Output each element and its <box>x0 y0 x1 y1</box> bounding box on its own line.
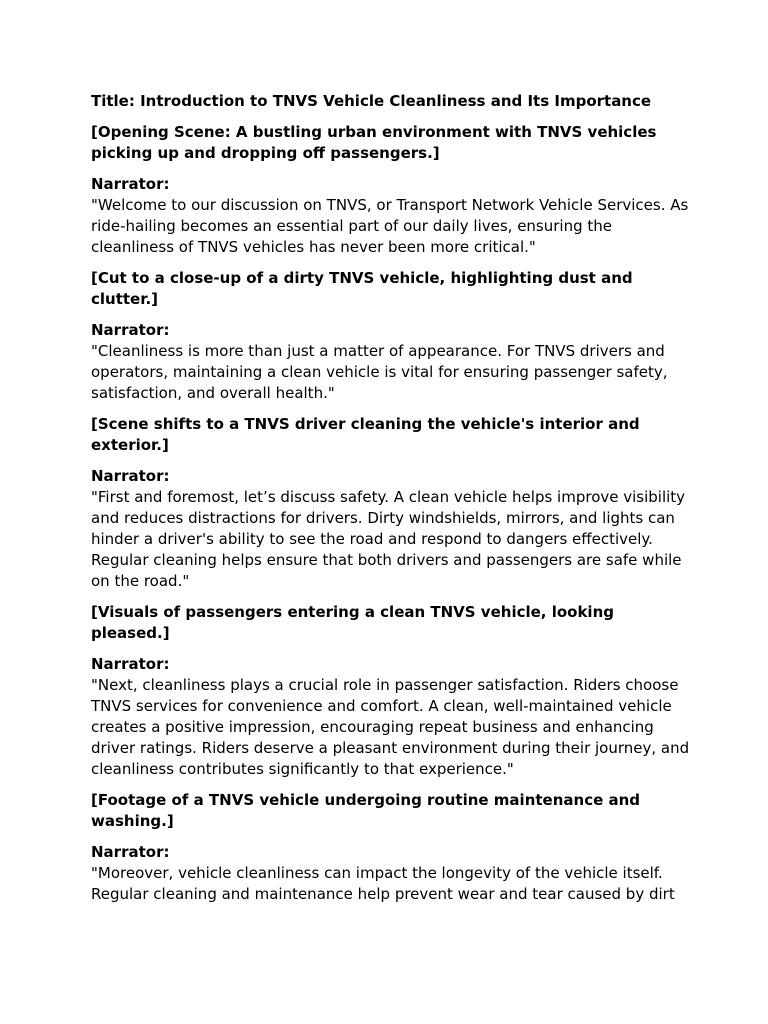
document-page <box>91 91 691 915</box>
scene-text: [Scene shifts to a TNVS driver cleaning the vehicle's interior and exterior.] <box>91 415 640 454</box>
scene-direction <box>91 602 691 644</box>
speaker-label: Narrator: <box>91 467 170 485</box>
speaker-label: Narrator: <box>91 843 170 861</box>
speaker-label: Narrator: <box>91 321 170 339</box>
dialogue-text: "Welcome to our discussion on TNVS, or Transport Network Vehicle Services. As ride-hailing becomes an essential part of our daily lives, ensuring the cleanliness of TNVS vehicles has never been more critical." <box>91 196 689 256</box>
scene-direction <box>91 790 691 832</box>
dialogue-text: "Next, cleanliness plays a crucial role in passenger satisfaction. Riders choose TNVS services for convenience and comfort. A clean, well-maintained vehicle creates a positive impression, encouraging repeat business and enhancing driver ratings. Riders deserve a pleasant environment during their journey, and cleanliness contributes significantly to that experience." <box>91 676 690 778</box>
dialogue-block <box>91 654 691 780</box>
speaker-label: Narrator: <box>91 175 170 193</box>
scene-text: [Opening Scene: A bustling urban environment with TNVS vehicles picking up and dropping off passengers.] <box>91 123 657 162</box>
scene-text: [Footage of a TNVS vehicle undergoing routine maintenance and washing.] <box>91 791 641 830</box>
scene-direction <box>91 268 691 310</box>
scene-text: [Cut to a close-up of a dirty TNVS vehicle, highlighting dust and clutter.] <box>91 269 633 308</box>
dialogue-text: "Cleanliness is more than just a matter of appearance. For TNVS drivers and operators, maintaining a clean vehicle is vital for ensuring passenger safety, satisfaction, and overall health." <box>91 342 668 402</box>
dialogue-text: "Moreover, vehicle cleanliness can impact the longevity of the vehicle itself. Regular cleaning and maintenance help prevent wear and tear caused by dirt <box>91 864 675 903</box>
dialogue-block <box>91 174 691 258</box>
speaker-label: Narrator: <box>91 655 170 673</box>
dialogue-block <box>91 466 691 592</box>
dialogue-block <box>91 320 691 404</box>
dialogue-text: "First and foremost, let’s discuss safety. A clean vehicle helps improve visibility and reduces distractions for drivers. Dirty windshields, mirrors, and lights can hinder a driver's ability to see the road and respond to dangers effectively. Regular cleaning helps ensure that both drivers and passengers are safe while on the road." <box>91 488 686 590</box>
scene-text: [Visuals of passengers entering a clean TNVS vehicle, looking pleased.] <box>91 603 614 642</box>
document-title: Title: Introduction to TNVS Vehicle Cleanliness and Its Importance <box>91 92 652 110</box>
scene-direction <box>91 414 691 456</box>
scene-direction <box>91 122 691 164</box>
dialogue-block <box>91 842 691 905</box>
